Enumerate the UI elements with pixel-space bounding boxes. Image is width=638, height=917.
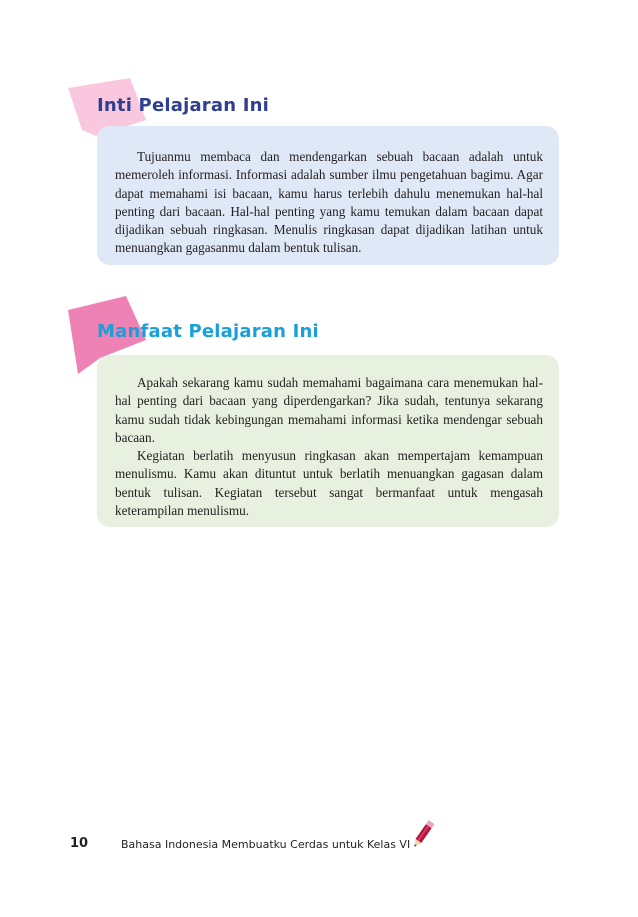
page-number: 10	[70, 836, 89, 851]
benefit-paragraph-2: Kegiatan berlatih menyusun ringkasan akan mempertajam kemampuan menulismu. Kamu akan dituntut untuk berlatih menuangkan gagasan dalam bentuk tulisan. Kegiatan tersebut sangat bermanfaat untuk mengasah keterampilan menulismu.	[115, 448, 543, 519]
summary-paragraph: Tujuanmu membaca dan mendengarkan sebuah bacaan adalah untuk memeroleh informasi. Informasi adalah sumber ilmu pengetahuan bagimu. Agar dapat memahami isi bacaan, kamu harus terlebih dahulu menemukan hal-hal penting dari bacaan. Hal-hal penting yang kamu temukan dalam bacaan dapat dijadikan sebuah ringkasan. Menulis ringkasan dapat dijadikan latihan untuk menuangkan gagasanmu dalam bentuk tulisan.	[115, 149, 543, 256]
section-title-manfaat: Manfaat Pelajaran Ini	[97, 321, 319, 342]
book-title: Bahasa Indonesia Membuatku Cerdas untuk Kelas VI	[121, 838, 411, 851]
pencil-icon	[408, 818, 436, 852]
benefit-card	[97, 355, 559, 527]
benefit-paragraph-1: Apakah sekarang kamu sudah memahami bagaimana cara menemukan hal-hal penting dari bacaan yang diperdengarkan? Jika sudah, tentunya sekarang kamu sudah tidak kebingungan memahami informasi ketika mendengar sebuah bacaan.	[115, 375, 543, 445]
section-title-inti: Inti Pelajaran Ini	[97, 95, 269, 116]
summary-card	[97, 126, 559, 265]
